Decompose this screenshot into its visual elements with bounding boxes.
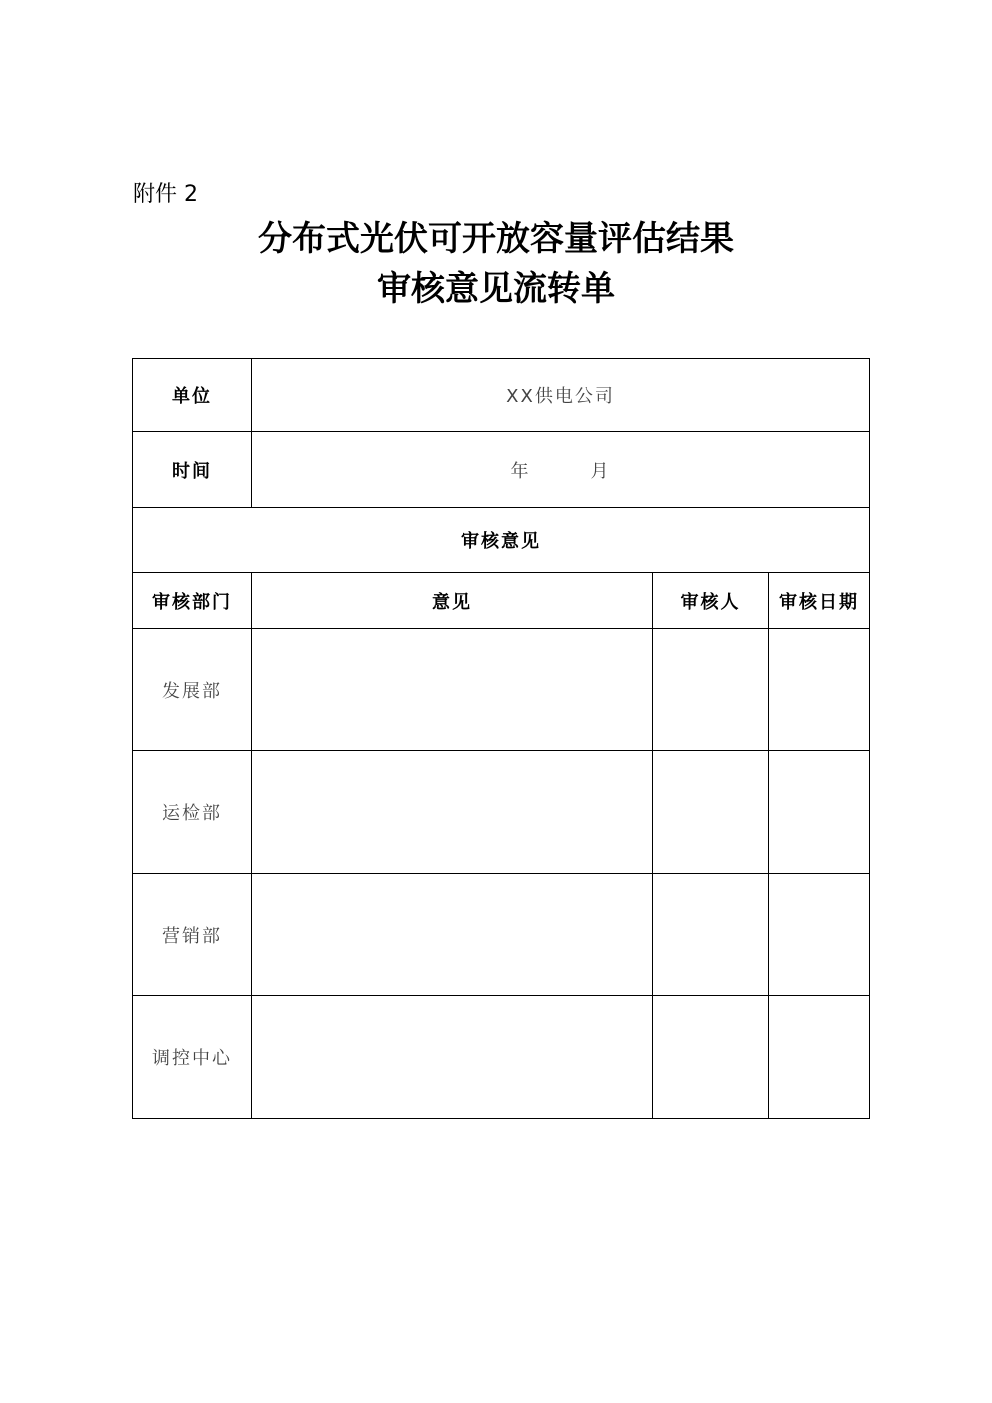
column-header-department: 审核部门: [133, 573, 252, 629]
time-month-label: 月: [590, 460, 611, 482]
department-cell: 营销部: [133, 874, 252, 996]
column-header-opinion: 意见: [252, 573, 653, 629]
review-form-table: [132, 358, 870, 1119]
time-label: 时间: [133, 432, 252, 508]
department-cell: 调控中心: [133, 996, 252, 1119]
department-cell: 运检部: [133, 751, 252, 874]
reviewer-cell[interactable]: [653, 751, 769, 874]
time-year-label: 年: [510, 460, 531, 482]
document-title-line2: 审核意见流转单: [377, 269, 615, 309]
opinion-cell[interactable]: [252, 996, 653, 1119]
column-header-row: [133, 573, 870, 629]
attachment-label: 附件 2: [133, 182, 198, 207]
time-row: [133, 432, 870, 508]
opinion-cell[interactable]: [252, 751, 653, 874]
opinion-cell[interactable]: [252, 629, 653, 751]
review-date-cell[interactable]: [769, 996, 870, 1119]
reviewer-cell[interactable]: [653, 874, 769, 996]
opinion-cell[interactable]: [252, 874, 653, 996]
review-date-cell[interactable]: [769, 874, 870, 996]
unit-row: [133, 359, 870, 432]
unit-value: XX供电公司: [252, 359, 870, 432]
review-date-cell[interactable]: [769, 629, 870, 751]
reviewer-cell[interactable]: [653, 629, 769, 751]
department-cell: 发展部: [133, 629, 252, 751]
table-row: [133, 874, 870, 996]
time-value: [252, 432, 870, 508]
document-title-line1: 分布式光伏可开放容量评估结果: [258, 219, 734, 259]
unit-label: 单位: [133, 359, 252, 432]
section-row: [133, 508, 870, 573]
table-row: [133, 751, 870, 874]
column-header-reviewer: 审核人: [653, 573, 769, 629]
section-title: 审核意见: [133, 508, 870, 573]
review-date-cell[interactable]: [769, 751, 870, 874]
table-row: [133, 996, 870, 1119]
table-row: [133, 629, 870, 751]
reviewer-cell[interactable]: [653, 996, 769, 1119]
column-header-review-date: 审核日期: [769, 573, 870, 629]
